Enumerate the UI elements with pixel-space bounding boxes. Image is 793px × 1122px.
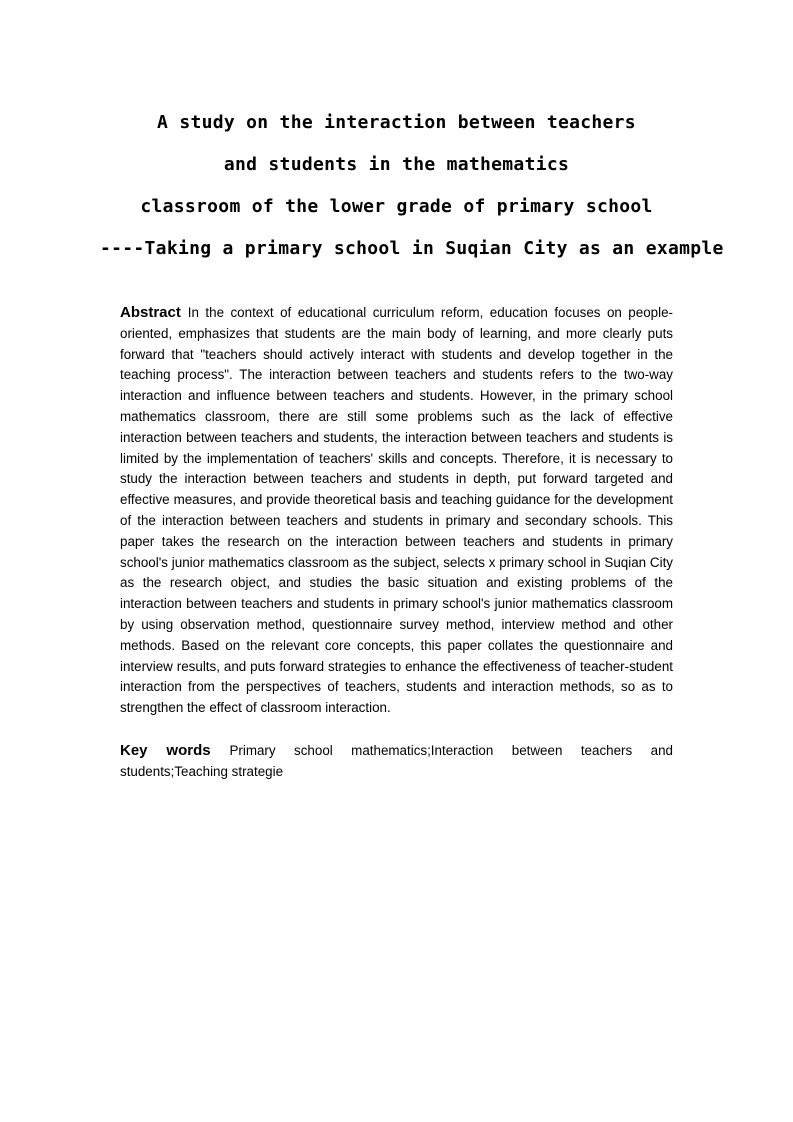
title-line-1: A study on the interaction between teachers — [157, 112, 636, 133]
keywords-label: Key words — [120, 742, 230, 759]
abstract-section — [120, 303, 673, 719]
keywords-section — [120, 741, 673, 783]
paper-title — [100, 102, 724, 270]
abstract-text: In the context of educational curriculum reform, education focuses on people-oriented, emphasizes that students are the main body of learning, and more clearly puts forward that "teachers should actively interact with students and develop together in the teaching process". The interaction between teachers and students refers to the two-way interaction and influence between teachers and students. However, in the primary school mathematics classroom, there are still some problems such as the lack of effective interaction between teachers and students, the interaction between teachers and students is limited by the implementation of teachers' skills and concepts. Therefore, it is necessary to study the interaction between teachers and students in depth, put forward targeted and effective measures, and provide theoretical basis and teaching guidance for the development of the interaction between teachers and students in primary and secondary schools. This paper takes the research on the interaction between teachers and students in primary school's junior mathematics classroom as the subject, selects x primary school in Suqian City as the research object, and studies the basic situation and existing problems of the interaction between teachers and students in primary school's junior mathematics classroom by using observation method, questionnaire survey method, interview method and other methods. Based on the relevant core concepts, this paper collates the questionnaire and interview results, and puts forward strategies to enhance the effectiveness of teacher-student interaction from the perspectives of teachers, students and interaction methods, so as to strengthen the effect of classroom interaction. — [120, 305, 673, 716]
abstract-label: Abstract — [120, 304, 188, 321]
title-subtitle: ----Taking a primary school in Suqian City as an example — [100, 238, 724, 259]
title-line-3: classroom of the lower grade of primary school — [140, 196, 653, 217]
title-line-2: and students in the mathematics — [223, 154, 570, 175]
keywords-text: Primary school mathematics;Interaction between teachers and students;Teaching strategie — [120, 743, 673, 779]
